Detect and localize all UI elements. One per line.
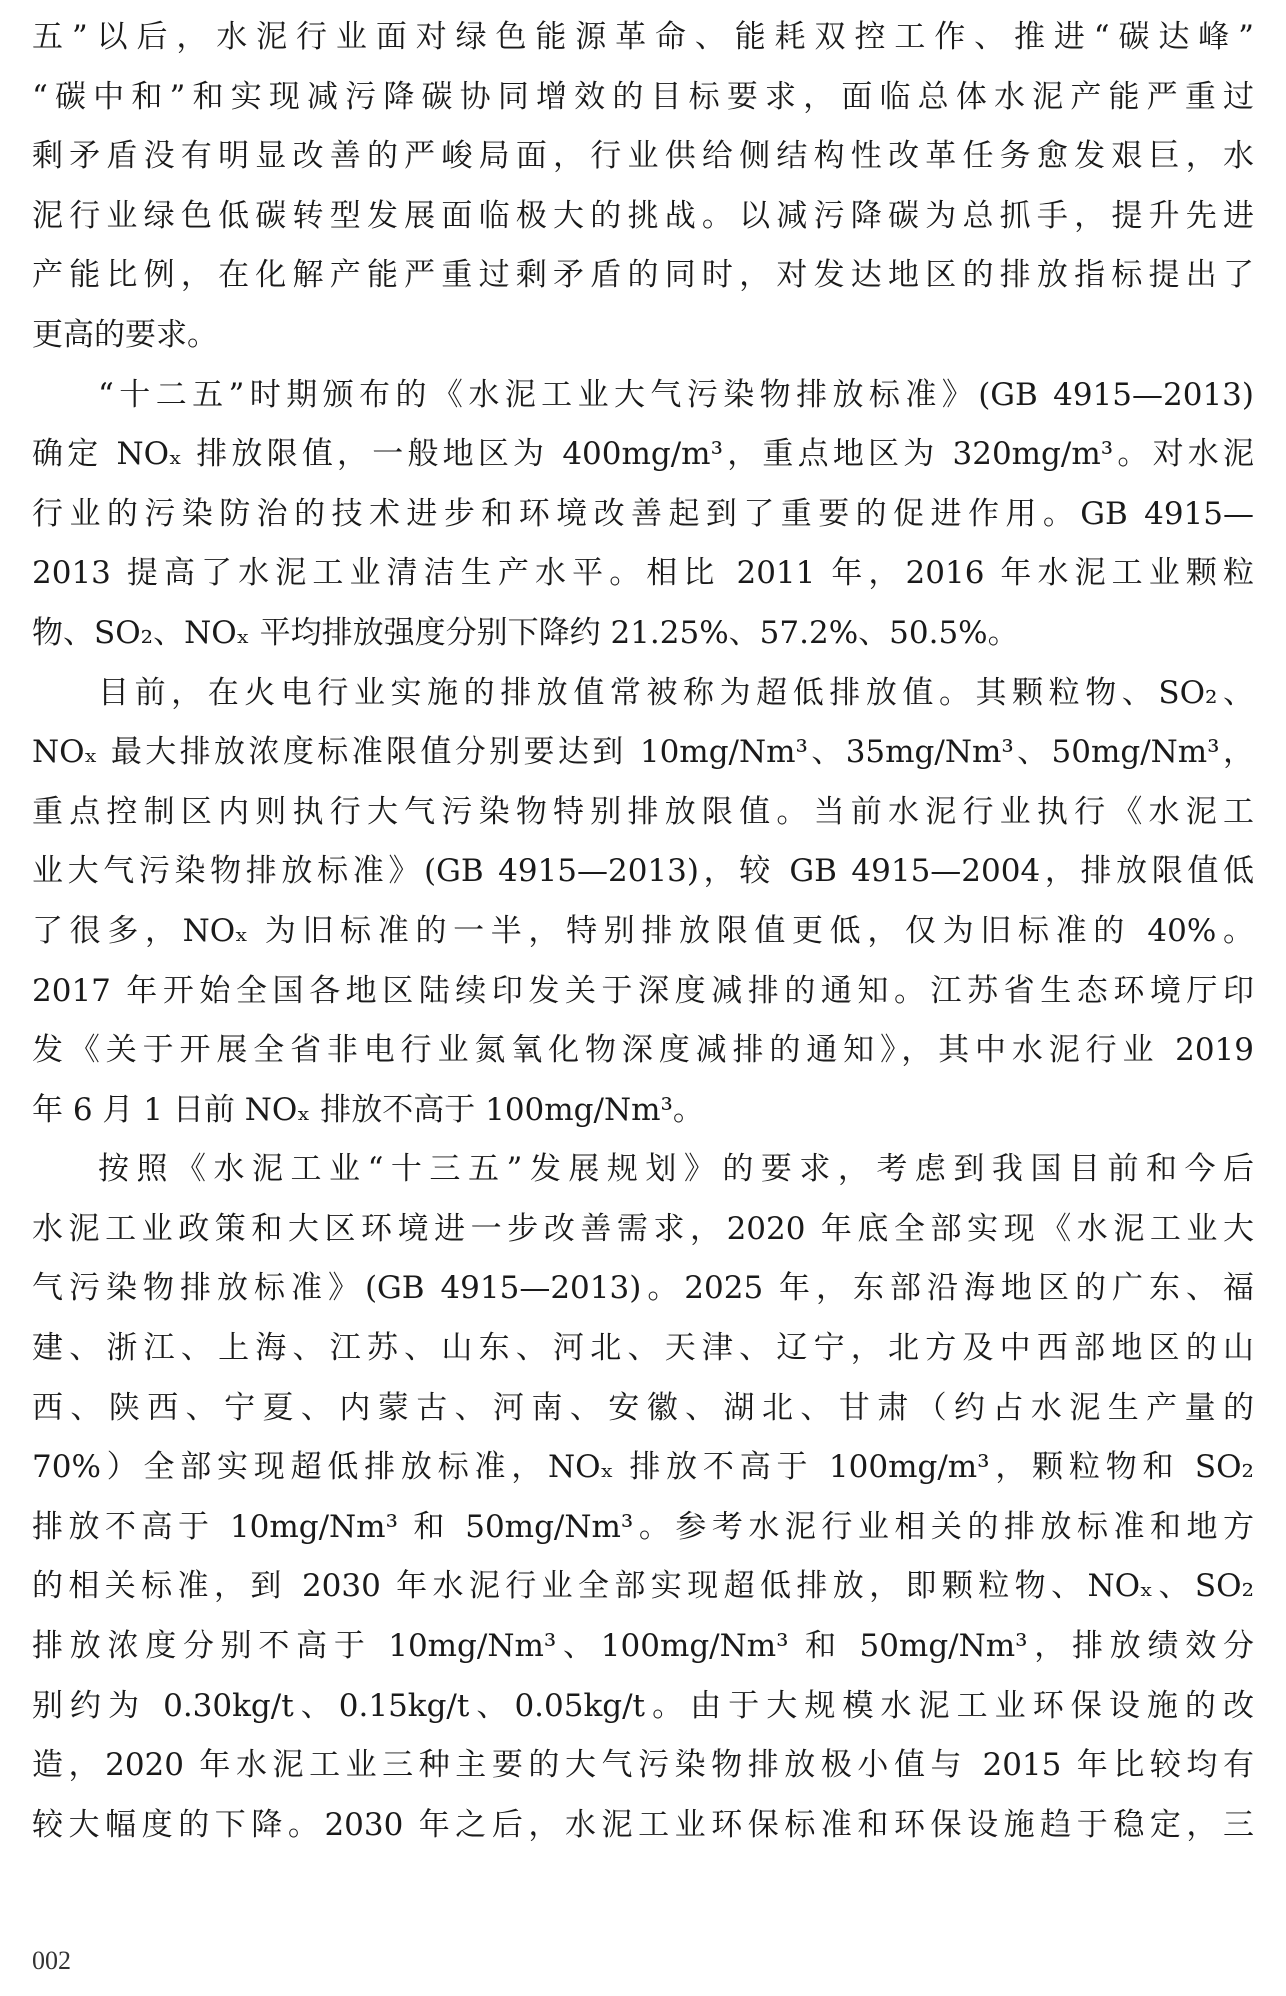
- text-line: 五”以后，水泥行业面对绿色能源革命、能耗双控工作、推进“碳达峰”: [32, 19, 1254, 55]
- text-line: 按照《水泥工业“十三五”发展规划》的要求，考虑到我国目前和今后: [98, 1151, 1254, 1188]
- text-line: NOₓ 最大排放浓度标准限值分别要达到 10mg/Nm³、35mg/Nm³、50mg/Nm³，: [32, 734, 1254, 771]
- paragraph-4: [32, 1140, 1254, 1855]
- text-line: 业大气污染物排放标准》(GB 4915—2013)，较 GB 4915—2004，排放限值低: [32, 853, 1254, 890]
- text-line: 2013 提高了水泥工业清洁生产水平。相比 2011 年，2016 年水泥工业颗粒: [32, 555, 1254, 592]
- text-line: 西、陕西、宁夏、内蒙古、河南、安徽、湖北、甘肃（约占水泥生产量的: [32, 1389, 1254, 1426]
- paragraph-2: [32, 366, 1254, 664]
- text-line: 行业的污染防治的技术进步和环境改善起到了重要的促进作用。GB 4915—: [32, 495, 1254, 532]
- text-line: 造，2020 年水泥工业三种主要的大气污染物排放极小值与 2015 年比较均有: [32, 1747, 1254, 1784]
- text-line: 了很多，NOₓ 为旧标准的一半，特别排放限值更低，仅为旧标准的 40%。: [32, 912, 1254, 949]
- text-line: 建、浙江、上海、江苏、山东、河北、天津、辽宁，北方及中西部地区的山: [32, 1330, 1254, 1367]
- text-line: 重点控制区内则执行大气污染物特别排放限值。当前水泥行业执行《水泥工: [32, 793, 1254, 830]
- text-line: 更高的要求。: [32, 316, 218, 353]
- text-line: 剩矛盾没有明显改善的严峻局面，行业供给侧结构性改革任务愈发艰巨，水: [32, 138, 1254, 175]
- text-line: 别约为 0.30kg/t、0.15kg/t、0.05kg/t。由于大规模水泥工业环保设施的改: [32, 1687, 1254, 1724]
- text-line: 70%）全部实现超低排放标准，NOₓ 排放不高于 100mg/m³，颗粒物和 SO₂: [32, 1449, 1254, 1486]
- paragraph-3: [32, 664, 1254, 1141]
- text-line: 气污染物排放标准》(GB 4915—2013)。2025 年，东部沿海地区的广东、福: [32, 1270, 1254, 1307]
- text-line: 物、SO₂、NOₓ 平均排放强度分别下降约 21.25%、57.2%、50.5%。: [32, 614, 1019, 651]
- text-line: “十二五”时期颁布的《水泥工业大气污染物排放标准》(GB 4915—2013): [98, 376, 1254, 413]
- text-line: 的相关标准，到 2030 年水泥行业全部实现超低排放，即颗粒物、NOₓ、SO₂: [32, 1568, 1254, 1605]
- body-text: [32, 8, 1254, 1855]
- text-line: 年 6 月 1 日前 NOₓ 排放不高于 100mg/Nm³。: [32, 1091, 704, 1128]
- page-number: 002: [32, 1946, 71, 1975]
- text-line: 排放不高于 10mg/Nm³ 和 50mg/Nm³。参考水泥行业相关的排放标准和地方: [32, 1508, 1254, 1545]
- text-line: 水泥工业政策和大区环境进一步改善需求，2020 年底全部实现《水泥工业大: [32, 1210, 1254, 1247]
- text-line: 发《关于开展全省非电行业氮氧化物深度减排的通知》，其中水泥行业 2019: [32, 1032, 1254, 1069]
- text-line: 确定 NOₓ 排放限值，一般地区为 400mg/m³，重点地区为 320mg/m³。对水泥: [32, 436, 1254, 473]
- text-line: 排放浓度分别不高于 10mg/Nm³、100mg/Nm³ 和 50mg/Nm³，排放绩效分: [32, 1628, 1254, 1665]
- paragraph-1: [32, 8, 1254, 366]
- text-line: 较大幅度的下降。2030 年之后，水泥工业环保标准和环保设施趋于稳定，三: [32, 1806, 1254, 1843]
- text-line: 目前，在火电行业实施的排放值常被称为超低排放值。其颗粒物、SO₂、: [98, 674, 1254, 711]
- text-line: 泥行业绿色低碳转型发展面临极大的挑战。以减污降碳为总抓手，提升先进: [32, 197, 1254, 234]
- text-line: “碳中和”和实现减污降碳协同增效的目标要求，面临总体水泥产能严重过: [32, 78, 1254, 115]
- text-line: 2017 年开始全国各地区陆续印发关于深度减排的通知。江苏省生态环境厅印: [32, 972, 1254, 1009]
- text-line: 产能比例，在化解产能严重过剩矛盾的同时，对发达地区的排放指标提出了: [32, 257, 1254, 294]
